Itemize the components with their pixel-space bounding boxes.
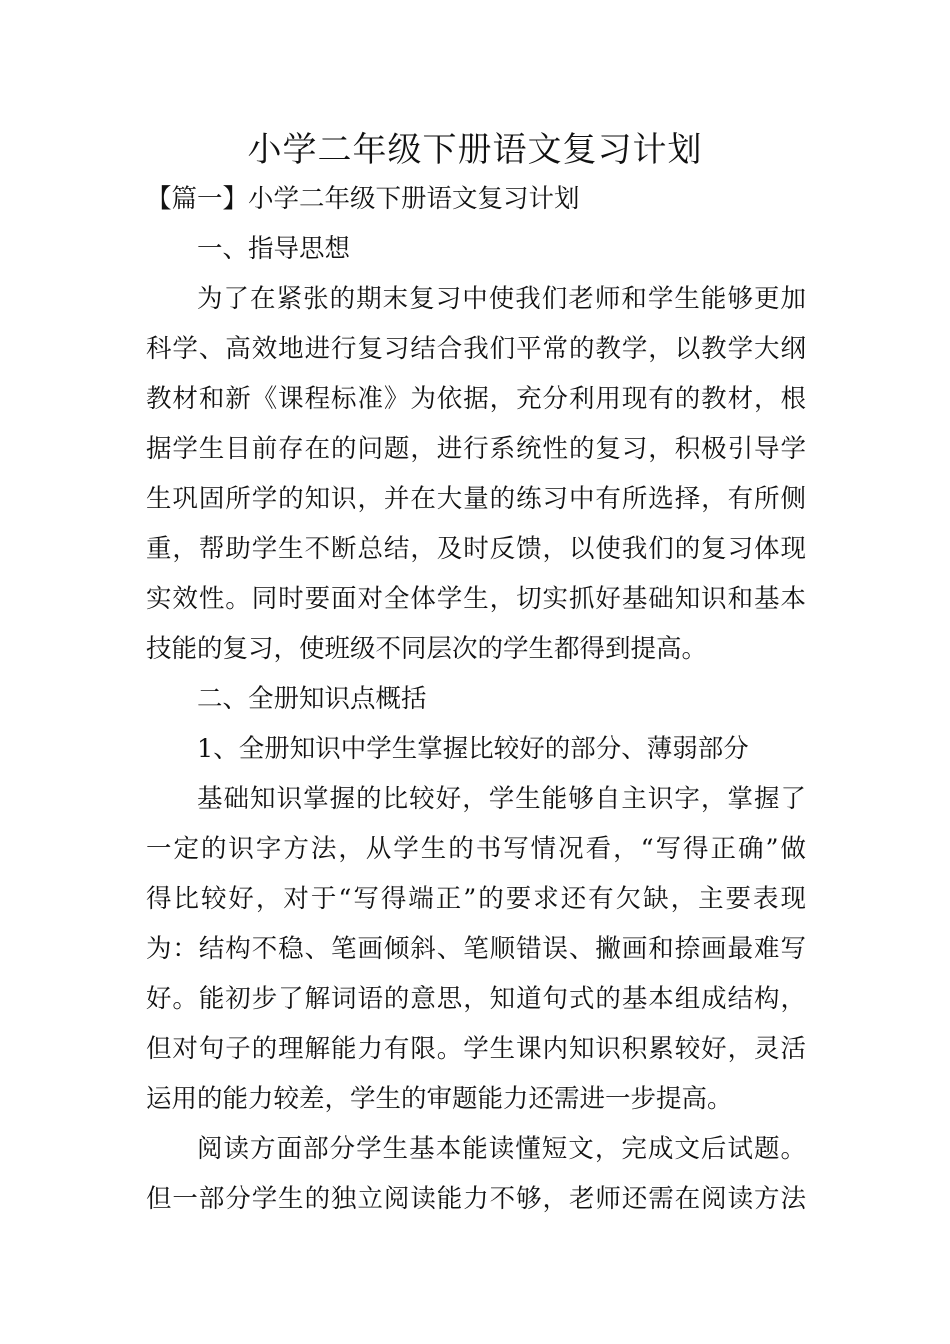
paragraph-line: 实效性。同时要面对全体学生，切实抓好基础知识和基本 bbox=[146, 584, 806, 614]
paragraph-line: 得比较好，对于“写得端正”的要求还有欠缺，主要表现 bbox=[146, 884, 806, 914]
subheading-strong-weak-parts: 1、全册知识中学生掌握比较好的部分、薄弱部分 bbox=[197, 734, 749, 764]
document-body bbox=[146, 174, 806, 1224]
paragraph-line: 好。能初步了解词语的意思，知道句式的基本组成结构， bbox=[146, 984, 806, 1014]
paragraph-line: 据学生目前存在的问题，进行系统性的复习，积极引导学 bbox=[146, 434, 806, 464]
paragraph-line: 教材和新《课程标准》为依据，充分利用现有的教材，根 bbox=[146, 384, 806, 414]
section-heading-part-one: 【篇一】小学二年级下册语文复习计划 bbox=[146, 184, 580, 214]
document-title: 小学二年级下册语文复习计划 bbox=[247, 130, 703, 170]
heading-knowledge-summary: 二、全册知识点概括 bbox=[197, 684, 427, 714]
paragraph-line: 为了在紧张的期末复习中使我们老师和学生能够更加 bbox=[197, 284, 806, 314]
paragraph-line: 为：结构不稳、笔画倾斜、笔顺错误、撇画和捺画最难写 bbox=[146, 934, 806, 964]
paragraph-line: 阅读方面部分学生基本能读懂短文，完成文后试题。 bbox=[197, 1134, 806, 1164]
paragraph-line: 技能的复习，使班级不同层次的学生都得到提高。 bbox=[146, 634, 708, 664]
paragraph-line: 生巩固所学的知识，并在大量的练习中有所选择，有所侧 bbox=[146, 484, 806, 514]
paragraph-line: 重，帮助学生不断总结，及时反馈，以使我们的复习体现 bbox=[146, 534, 806, 564]
paragraph-line: 但对句子的理解能力有限。学生课内知识积累较好，灵活 bbox=[146, 1034, 806, 1064]
paragraph-line: 科学、高效地进行复习结合我们平常的教学，以教学大纲 bbox=[146, 334, 806, 364]
paragraph-line: 但一部分学生的独立阅读能力不够，老师还需在阅读方法 bbox=[146, 1184, 806, 1214]
paragraph-line: 运用的能力较差，学生的审题能力还需进一步提高。 bbox=[146, 1084, 733, 1114]
heading-guiding-ideology: 一、指导思想 bbox=[197, 234, 351, 264]
paragraph-line: 基础知识掌握的比较好，学生能够自主识字，掌握了 bbox=[197, 784, 806, 814]
paragraph-line: 一定的识字方法，从学生的书写情况看，“写得正确”做 bbox=[146, 834, 806, 864]
